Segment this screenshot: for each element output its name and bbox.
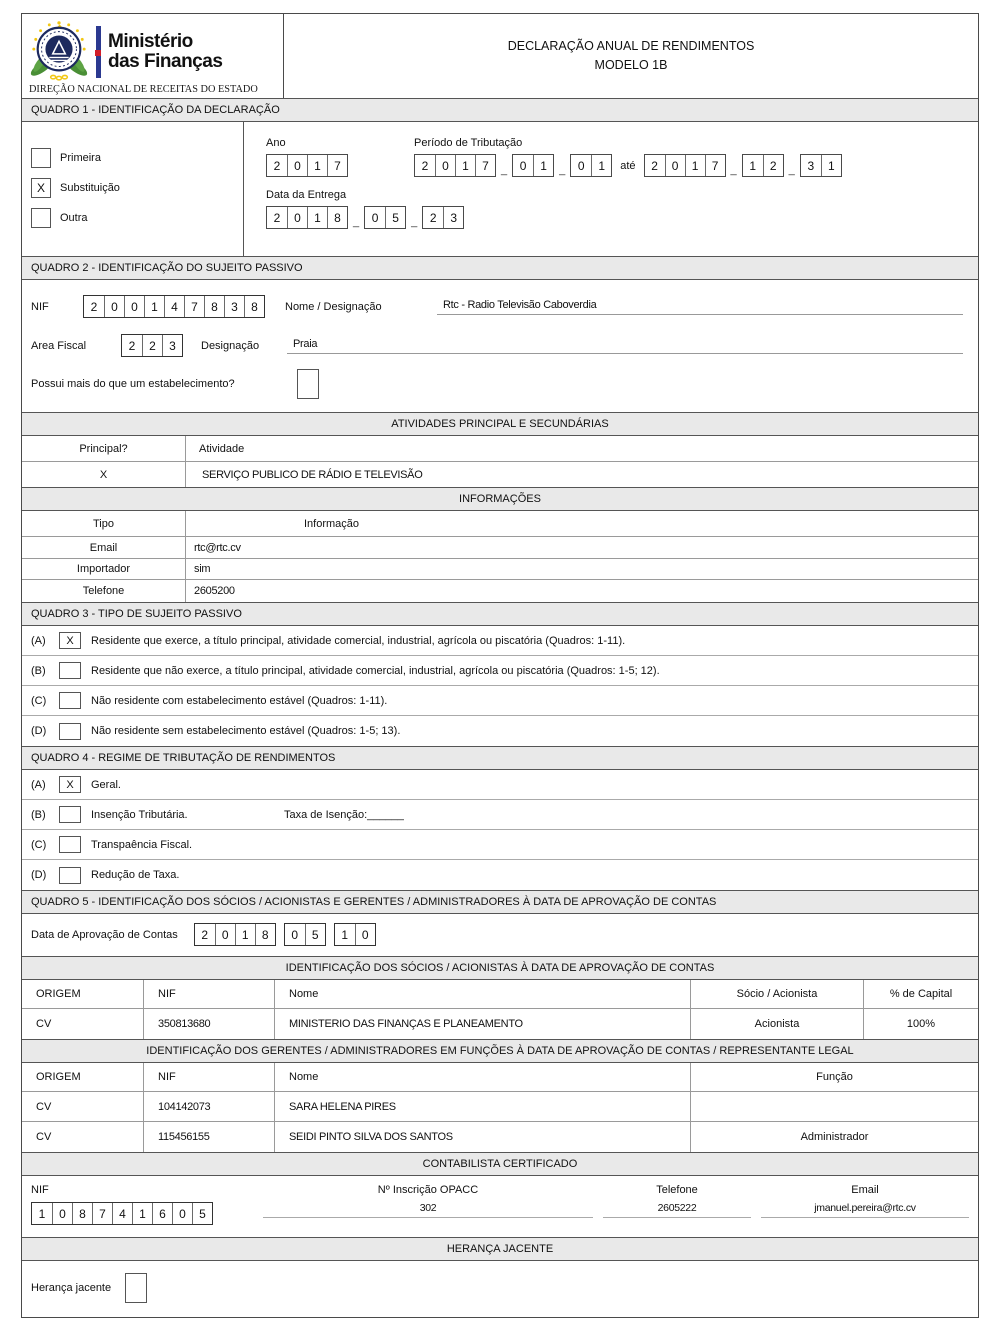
outra-label: Outra <box>60 212 88 224</box>
periodo-to-year-input[interactable]: 2 0 1 7 <box>644 154 726 177</box>
informacoes-band: INFORMAÇÕES <box>22 487 978 511</box>
separator: _ <box>559 164 566 176</box>
contabilista-telefone-field[interactable]: 2605222 <box>603 1196 751 1218</box>
socios-row <box>22 1009 978 1039</box>
heranca-band: HERANÇA JACENTE <box>22 1237 978 1261</box>
taxa-isencao-label: Taxa de Isenção:______ <box>284 808 404 821</box>
contabilista-email-field[interactable]: jmanuel.pereira@rtc.cv <box>761 1196 969 1218</box>
designacao-field[interactable]: Praia <box>287 338 963 354</box>
q3-option-b <box>22 656 978 686</box>
socios-header-nif: NIF <box>143 980 274 1008</box>
form-header <box>22 14 978 98</box>
possui-estabelecimento-label: Possui mais do que um estabelecimento? <box>31 378 235 390</box>
ministry-logo-cell <box>22 14 284 98</box>
gerentes-header-funcao: Função <box>690 1063 978 1091</box>
q4-a-key: (A) <box>31 778 46 791</box>
periodo-from-year-input[interactable]: 2 0 1 7 <box>414 154 496 177</box>
q4-option-d <box>22 860 978 890</box>
ano-label: Ano <box>266 137 286 149</box>
q3-d-label: Não residente sem estabelecimento estável (Quadros: 1-5; 13). <box>91 725 401 737</box>
ministry-name <box>108 30 222 72</box>
q3-c-checkbox[interactable] <box>59 692 81 709</box>
q4-b-label: Insenção Tributária. <box>91 808 188 821</box>
ministry-name-line2: das Finanças <box>108 51 223 72</box>
ministry-name-line1: Ministério <box>108 31 193 53</box>
separator: _ <box>501 164 508 176</box>
q3-option-c <box>22 686 978 716</box>
socios-header-origem: ORIGEM <box>36 988 81 1000</box>
contabilista-nif-input[interactable]: 1 0 8 7 4 1 6 0 5 <box>31 1202 213 1225</box>
informacoes-table <box>22 511 978 602</box>
gerente-nome: SARA HELENA PIRES <box>274 1092 690 1121</box>
atividade-col-header: Atividade <box>185 436 978 461</box>
q3-c-label: Não residente com estabelecimento estável (Quadros: 1-11). <box>91 694 388 707</box>
periodo-label: Período de Tributação <box>414 137 523 149</box>
entrega-year-input[interactable]: 2 0 1 8 <box>266 206 348 229</box>
periodo-to-day-input[interactable]: 3 1 <box>800 154 842 177</box>
quadro1-content <box>22 122 978 256</box>
area-fiscal-input[interactable]: 2 2 3 <box>121 334 183 357</box>
atividade-principal-value: X <box>99 468 108 481</box>
heranca-row <box>22 1261 978 1317</box>
direcao-caption: DIREÇÃO NACIONAL DE RECEITAS DO ESTADO <box>29 84 258 95</box>
q3-a-label: Residente que exerce, a título principal, atividade comercial, industrial, agrícola ou piscatória (Quadros: 1-11). <box>91 634 626 647</box>
q4-c-label: Transpaência Fiscal. <box>91 838 193 851</box>
option-substituicao <box>31 178 243 198</box>
socio-capital: 100% <box>863 1009 978 1039</box>
quadro2-header: QUADRO 2 - IDENTIFICAÇÃO DO SUJEITO PASSIVO <box>22 256 978 280</box>
aprovacao-day-input[interactable]: 1 0 <box>334 923 376 946</box>
entrega-month-input[interactable]: 0 5 <box>364 206 406 229</box>
gerentes-header-nome: Nome <box>274 1063 690 1091</box>
area-fiscal-label: Area Fiscal <box>31 339 87 352</box>
form-title-line2: MODELO 1B <box>594 58 668 72</box>
logo-divider-bar <box>96 26 101 78</box>
form-page <box>21 13 979 1318</box>
gerentes-header-nif: NIF <box>143 1063 274 1091</box>
quadro4-header: QUADRO 4 - REGIME DE TRIBUTAÇÃO DE RENDIMENTOS <box>22 746 978 770</box>
q4-d-key: (D) <box>31 869 47 881</box>
gerentes-band: IDENTIFICAÇÃO DOS GERENTES / ADMINISTRADORES EM FUNÇÕES À DATA DE APROVAÇÃO DE CONTAS / REPRESENTANTE LEGAL <box>22 1039 978 1063</box>
separator: _ <box>730 164 737 176</box>
info-value: sim <box>185 559 978 579</box>
quadro1-header: QUADRO 1 - IDENTIFICAÇÃO DA DECLARAÇÃO <box>22 98 978 122</box>
gerente-origem: CV <box>36 1100 52 1113</box>
heranca-checkbox[interactable] <box>125 1273 147 1303</box>
q3-option-a <box>22 626 978 656</box>
gerente-nome: SEIDI PINTO SILVA DOS SANTOS <box>274 1122 690 1152</box>
entrega-day-input[interactable]: 2 3 <box>422 206 464 229</box>
gerente-funcao: Administrador <box>690 1122 978 1152</box>
q4-d-checkbox[interactable] <box>59 867 81 884</box>
q4-a-label: Geral. <box>91 778 121 791</box>
separator: _ <box>788 164 795 176</box>
gerentes-row <box>22 1122 978 1152</box>
info-tipo: Telefone <box>82 585 125 597</box>
quadro4-options <box>22 770 978 890</box>
logo-red-dot <box>95 50 101 56</box>
ano-input[interactable]: 2 0 1 7 <box>266 154 348 177</box>
cape-verde-emblem-icon <box>28 19 90 83</box>
q4-c-checkbox[interactable] <box>59 836 81 853</box>
nif-label: NIF <box>31 300 49 313</box>
contabilista-email-label: Email <box>851 1184 879 1196</box>
principal-col-header: Principal? <box>79 442 128 455</box>
atividades-table <box>22 436 978 487</box>
atividade-row <box>22 462 978 487</box>
contabilista-band: CONTABILISTA CERTIFICADO <box>22 1152 978 1176</box>
info-tipo: Importador <box>76 563 131 575</box>
form-title <box>284 14 978 98</box>
opacc-field[interactable]: 302 <box>263 1196 593 1218</box>
q3-a-checkbox[interactable]: X <box>59 632 81 649</box>
entrega-label: Data da Entrega <box>266 189 347 201</box>
aprovacao-label: Data de Aprovação de Contas <box>31 928 178 941</box>
periodo-to-month-input[interactable]: 1 2 <box>742 154 784 177</box>
q4-option-a <box>22 770 978 800</box>
q4-c-key: (C) <box>31 838 47 851</box>
possui-estabelecimento-checkbox[interactable] <box>297 369 319 399</box>
quadro5-header: QUADRO 5 - IDENTIFICAÇÃO DOS SÓCIOS / ACIONISTAS E GERENTES / ADMINISTRADORES À DATA DE APROVAÇÃO DE CONTAS <box>22 890 978 914</box>
contabilista-content <box>22 1176 978 1237</box>
option-outra <box>31 208 243 228</box>
info-row-email <box>22 537 978 559</box>
socios-header-capital: % de Capital <box>863 980 978 1008</box>
nome-designacao-label: Nome / Designação <box>285 300 382 313</box>
q4-a-checkbox[interactable]: X <box>59 776 81 793</box>
aprovacao-month-input[interactable]: 0 5 <box>284 923 326 946</box>
info-row-importador <box>22 559 978 580</box>
separator: _ <box>411 216 418 228</box>
option-primeira <box>31 148 243 168</box>
q3-a-key: (A) <box>31 634 46 647</box>
socios-header-socio: Sócio / Acionista <box>690 980 863 1008</box>
contabilista-telefone-label: Telefone <box>656 1184 698 1196</box>
quadro3-header: QUADRO 3 - TIPO DE SUJEITO PASSIVO <box>22 602 978 626</box>
q3-c-key: (C) <box>31 694 47 707</box>
q4-option-c <box>22 830 978 860</box>
socios-header-nome: Nome <box>274 980 690 1008</box>
info-row-telefone <box>22 580 978 602</box>
primeira-checkbox[interactable] <box>31 148 51 168</box>
gerente-origem: CV <box>36 1131 52 1143</box>
q4-b-key: (B) <box>31 808 46 821</box>
substituicao-checkbox[interactable]: X <box>31 178 51 198</box>
nome-designacao-field[interactable]: Rtc - Radio Televisão Caboverdia <box>437 299 963 315</box>
ate-label: até <box>620 159 636 172</box>
socio-nif: 350813680 <box>143 1009 274 1039</box>
info-value: 2605200 <box>185 580 978 602</box>
contabilista-nif-label: NIF <box>31 1184 49 1196</box>
separator: _ <box>353 216 360 228</box>
q3-b-label: Residente que não exerce, a título principal, atividade comercial, industrial, agrícola ou piscatória (Quadros: 1-5; 12). <box>91 664 660 677</box>
q3-d-key: (D) <box>31 725 47 737</box>
q3-option-d <box>22 716 978 746</box>
info-value: rtc@rtc.cv <box>185 537 978 558</box>
nif-input[interactable]: 2 0 0 1 4 7 8 3 8 <box>83 295 265 318</box>
substituicao-label: Substituição <box>60 182 120 194</box>
quadro3-options <box>22 626 978 746</box>
aprovacao-row <box>22 914 978 956</box>
gerentes-header-origem: ORIGEM <box>36 1071 81 1083</box>
periodo-from-month-input[interactable]: 0 1 <box>512 154 554 177</box>
q4-b-checkbox[interactable] <box>59 806 81 823</box>
gerentes-row <box>22 1092 978 1122</box>
outra-checkbox[interactable] <box>31 208 51 228</box>
gerente-nif: 115456155 <box>143 1122 274 1152</box>
q3-b-key: (B) <box>31 664 46 677</box>
q3-d-checkbox[interactable] <box>59 723 81 740</box>
informacao-col-header: Informação <box>185 511 978 536</box>
gerentes-table <box>22 1063 978 1152</box>
atividades-band: ATIVIDADES PRINCIPAL E SECUNDÁRIAS <box>22 412 978 436</box>
designacao-label: Designação <box>201 339 260 352</box>
form-title-line1: DECLARAÇÃO ANUAL DE RENDIMENTOS <box>507 39 755 54</box>
q4-d-label: Redução de Taxa. <box>91 869 180 881</box>
tipo-col-header: Tipo <box>93 517 114 530</box>
socios-table <box>22 980 978 1039</box>
socios-band: IDENTIFICAÇÃO DOS SÓCIOS / ACIONISTAS À DATA DE APROVAÇÃO DE CONTAS <box>22 956 978 980</box>
primeira-label: Primeira <box>60 152 101 164</box>
aprovacao-year-input[interactable]: 2 0 1 8 <box>194 923 276 946</box>
q4-option-b <box>22 800 978 830</box>
gerente-funcao <box>690 1092 978 1121</box>
opacc-label: Nº Inscrição OPACC <box>377 1184 479 1196</box>
gerente-nif: 104142073 <box>143 1092 274 1121</box>
periodo-from-day-input[interactable]: 0 1 <box>570 154 612 177</box>
heranca-label: Herança jacente <box>31 1282 112 1294</box>
socio-nome: MINISTERIO DAS FINANÇAS E PLANEAMENTO <box>274 1009 690 1039</box>
atividade-value: SERVIÇO PUBLICO DE RÁDIO E TELEVISÃO <box>185 462 978 487</box>
socio-origem: CV <box>36 1018 52 1030</box>
q3-b-checkbox[interactable] <box>59 662 81 679</box>
quadro2-content <box>22 295 978 399</box>
info-tipo: Email <box>89 541 118 554</box>
socio-tipo: Acionista <box>690 1009 863 1039</box>
